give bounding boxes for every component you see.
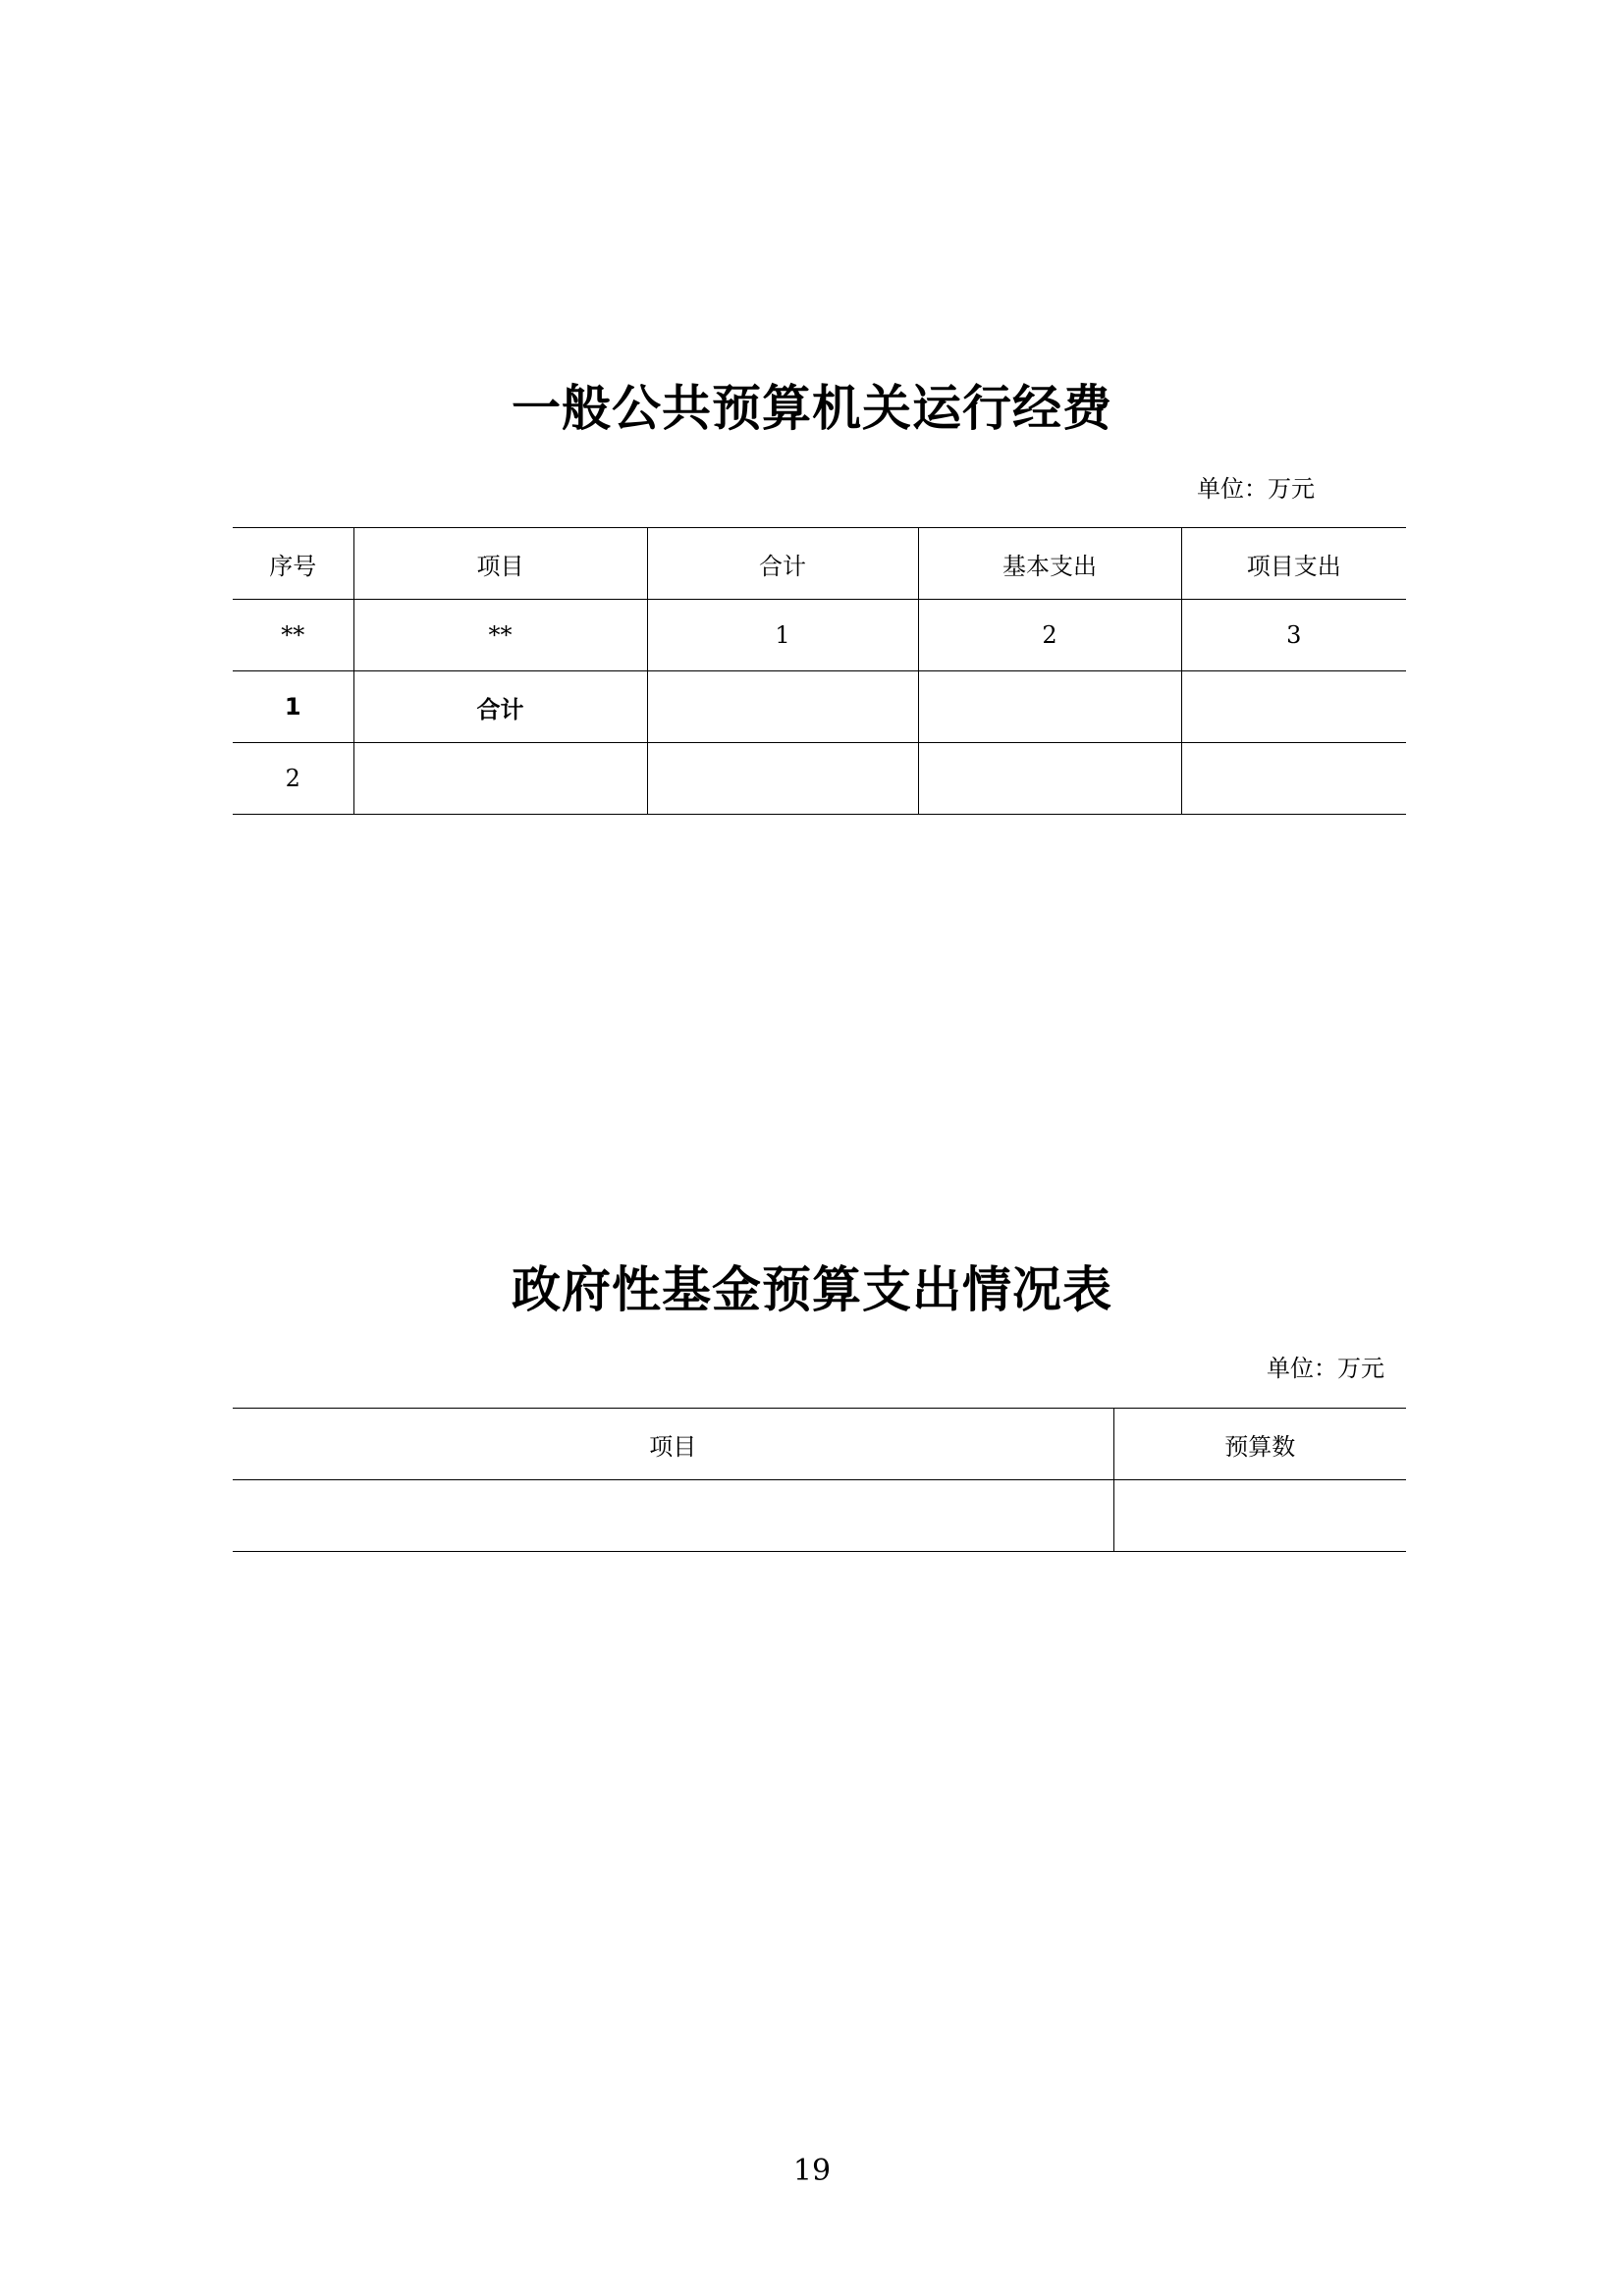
table1-index-row [233,600,1406,671]
table2-fund-budget [233,1408,1406,1552]
table-row [233,671,1406,743]
table1-cell [1181,671,1406,743]
table1-header-cell: 合计 [647,528,918,600]
table2-header-cell: 预算数 [1113,1409,1406,1480]
table1-cell [918,743,1181,815]
table1-cell [918,671,1181,743]
table-row [233,1480,1406,1552]
table1-cell [1181,743,1406,815]
table2-title: 政府性基金预算支出情况表 [512,1261,1112,1318]
table1-index-cell: 1 [647,600,918,671]
table1-index-cell: ** [353,600,647,671]
page-number: 19 [792,2154,832,2188]
table1-cell [647,743,918,815]
table1-index-cell: 3 [1181,600,1406,671]
table1-cell: 2 [233,743,353,815]
table1-cell: 1 [233,671,353,743]
table1-header-cell: 项目支出 [1181,528,1406,600]
table2-unit-label: 单位：万元 [1267,1355,1384,1382]
table1-cell [353,743,647,815]
table1-operating-expenses [233,527,1406,815]
table2-cell [1113,1480,1406,1552]
table1-cell: 合计 [353,671,647,743]
table1-index-cell: 2 [918,600,1181,671]
table2-header-row [233,1409,1406,1480]
table1-header-cell: 基本支出 [918,528,1181,600]
table1-cell [647,671,918,743]
table1-unit-label: 单位：万元 [1197,475,1315,503]
table1-header-row [233,528,1406,600]
table1-index-cell: ** [233,600,353,671]
table2-header-cell: 项目 [233,1409,1113,1480]
table1-title: 一般公共预算机关运行经费 [512,380,1112,437]
table1-header-cell: 项目 [353,528,647,600]
table2-cell [233,1480,1113,1552]
table1-header-cell: 序号 [233,528,353,600]
table-row [233,743,1406,815]
